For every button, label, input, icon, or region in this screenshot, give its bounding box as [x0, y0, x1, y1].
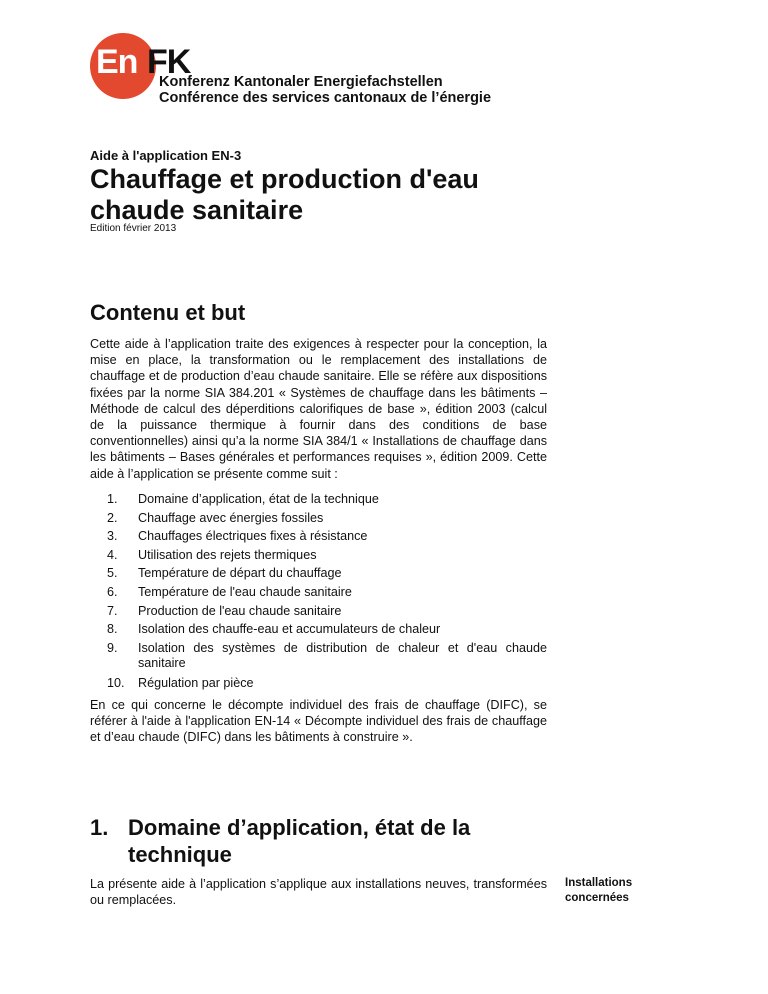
list-item-text: Utilisation des rejets thermiques [138, 547, 317, 562]
list-item-number: 5. [107, 566, 118, 581]
edition-date: Edition février 2013 [90, 223, 177, 234]
difc-paragraph: En ce qui concerne le décompte individuel des frais de chauffage (DIFC), se référer à l'aide à l'application EN-14 « Décompte individuel des frais de chauffage et d’eau chaude (DIFC) dans les bâtiments à construire ». [90, 698, 547, 745]
list-item-number: 8. [107, 622, 118, 637]
contents-list [107, 490, 547, 692]
list-item-number: 3. [107, 529, 118, 544]
enfk-logo [90, 33, 510, 113]
list-item-number: 7. [107, 603, 118, 618]
logo-fk-text: FK [147, 43, 191, 81]
list-item [107, 620, 547, 639]
list-item [107, 564, 547, 583]
logo-org-name-fr: Conférence des services cantonaux de l’énergie [159, 90, 492, 106]
list-item-text: Température de l'eau chaude sanitaire [138, 584, 352, 599]
list-item-number: 4. [107, 547, 118, 562]
list-item-text: Domaine d’application, état de la technique [138, 492, 379, 506]
margin-note-line1: Installations [565, 877, 633, 889]
list-item [107, 546, 547, 565]
list-item-text: Production de l'eau chaude sanitaire [138, 603, 342, 618]
list-item-text: Température de départ du chauffage [138, 566, 342, 581]
margin-note [565, 876, 632, 906]
list-item [107, 490, 547, 509]
domaine-paragraph: La présente aide à l’application s’applique aux installations neuves, transformées ou remplacées. [90, 877, 547, 908]
section-number: 1. [90, 815, 109, 840]
logo-en-text: En [96, 43, 138, 81]
list-item [107, 674, 547, 693]
document-subtitle: Aide à l'application EN-3 [90, 148, 242, 163]
list-item-text: Isolation des chauffe-eau et accumulateurs de chaleur [138, 622, 441, 637]
list-item-number: 6. [107, 584, 118, 599]
list-item [107, 641, 547, 671]
list-item-number: 1. [107, 492, 118, 506]
section-title: Domaine d’application, état de la technique [128, 815, 471, 867]
list-item-number: 2. [107, 510, 118, 525]
logo-org-name-de: Konferenz Kantonaler Energiefachstellen [159, 74, 443, 90]
document-title-line2: chaude sanitaire [90, 195, 304, 225]
list-item-number: 10. [107, 675, 125, 690]
document-title [90, 164, 479, 226]
section-heading-contenu: Contenu et but [90, 300, 246, 325]
list-item [107, 527, 547, 546]
list-item-text: Chauffages électriques fixes à résistance [138, 529, 368, 544]
document-title-line1: Chauffage et production d'eau [90, 164, 479, 194]
list-item-text: Chauffage avec énergies fossiles [138, 510, 324, 525]
list-item [107, 509, 547, 528]
list-item [107, 583, 547, 602]
section-heading-domaine [90, 814, 528, 868]
margin-note-line2: concernées [565, 892, 629, 904]
intro-paragraph: Cette aide à l’application traite des exigences à respecter pour la conception, la mise en place, la transformation ou le remplacement des installations de chauffage et de production d’eau chaude sanitaire. Elle se réfère aux dispositions fixées par la norme SIA 384.201 « Systèmes de chauffage dans les bâtiments – Méthode de calcul des déperditions calorifiques de base », édition 2003 (calcul de la puissance thermique à fournir dans des conditions de base conventionnelles) ainsi qu’a la norme SIA 384/1 « Installations de chauffage dans les bâtiments – Bases générales et performances requises », édition 2009. Cette aide à l’application se présente comme suit : [90, 337, 547, 481]
list-item-number: 9. [107, 640, 118, 655]
list-item-text: Isolation des systèmes de distribution de chaleur et d'eau chaude sanitaire [138, 640, 547, 670]
list-item [107, 602, 547, 621]
list-item-text: Régulation par pièce [138, 675, 254, 690]
